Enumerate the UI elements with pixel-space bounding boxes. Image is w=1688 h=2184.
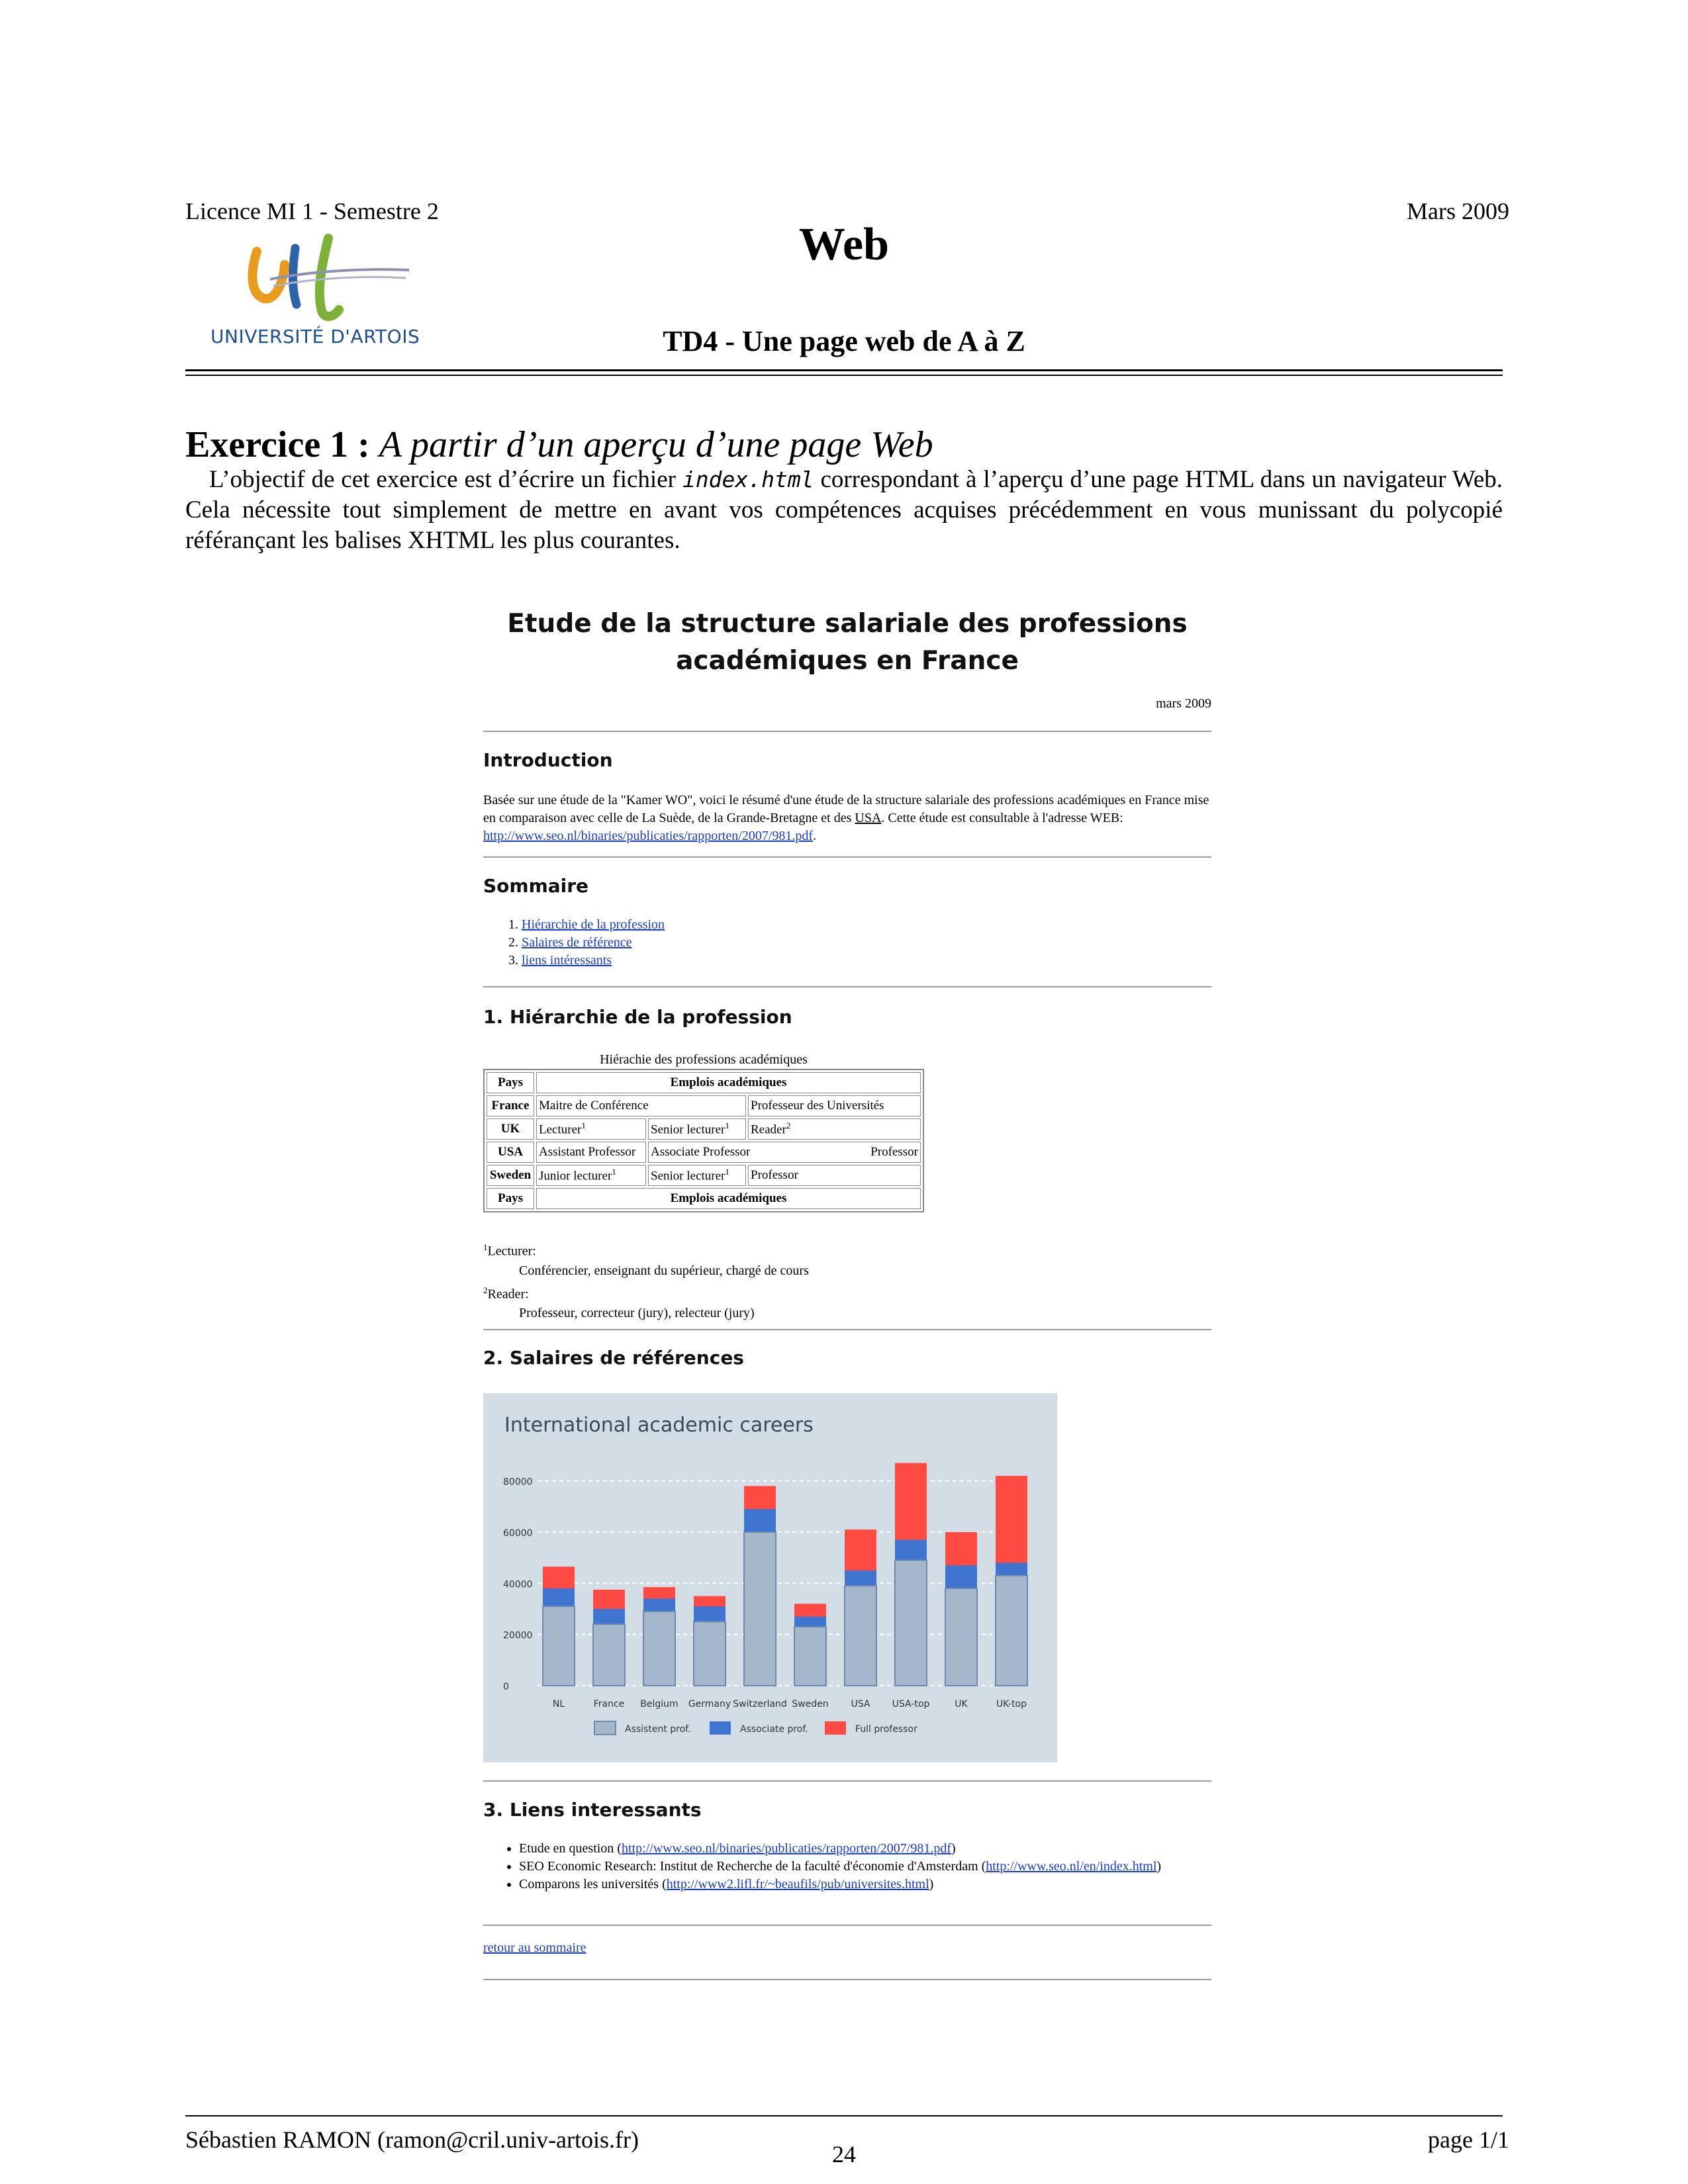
- logo-text: UNIVERSITÉ D'ARTOIS: [211, 326, 420, 347]
- footnote-ref: 1: [581, 1120, 586, 1131]
- intro-text-part: . Cette étude est consultable à l'adresse WEB:: [881, 811, 1123, 825]
- filename: index.html: [682, 467, 814, 492]
- exercise-body: [185, 465, 1503, 556]
- y-tick-label: 80000: [503, 1477, 533, 1488]
- footer-author: Sébastien RAMON (ramon@cril.univ-artois.fr): [185, 2126, 639, 2153]
- table-row: [487, 1165, 921, 1186]
- footnote-term: [483, 1281, 809, 1304]
- country-cell: UK: [487, 1118, 534, 1140]
- item-text: ): [929, 1877, 934, 1891]
- footer-cell: Emplois académiques: [536, 1188, 921, 1209]
- header-rule-thin: [185, 375, 1503, 376]
- cell-text: Senior lecturer: [651, 1169, 726, 1183]
- divider: [483, 1925, 1211, 1926]
- chart-title: International academic careers: [504, 1414, 814, 1437]
- legend-swatch: [825, 1721, 846, 1735]
- summary-link-hierarchy[interactable]: Hiérarchie de la profession: [522, 917, 665, 932]
- seo-link[interactable]: http://www.seo.nl/en/index.html: [986, 1859, 1157, 1874]
- study-link[interactable]: http://www.seo.nl/binaries/publicaties/rapporten/2007/981.pdf: [483, 829, 814, 843]
- bar-assistent-prof-: [593, 1624, 625, 1686]
- exercise-text-1: L’objectif de cet exercice est d’écrire un fichier: [209, 466, 682, 493]
- usa-abbr: USA: [855, 811, 882, 825]
- section1-heading: 1. Hiérarchie de la profession: [483, 1006, 792, 1028]
- list-item: [519, 1858, 1247, 1876]
- divider: [483, 1329, 1211, 1330]
- bar-assistent-prof-: [543, 1606, 575, 1686]
- x-tick-label: NL: [552, 1699, 565, 1709]
- hierarchy-table: [483, 1069, 924, 1212]
- webpage-preview: [483, 596, 1211, 1992]
- y-tick-label: 40000: [503, 1579, 533, 1590]
- country-cell: USA: [487, 1142, 534, 1163]
- footnote-mark: 1: [483, 1242, 488, 1252]
- divider: [483, 1780, 1211, 1782]
- divider: [483, 731, 1211, 732]
- exercise-title: A partir d’un aperçu d’une page Web: [379, 424, 933, 465]
- table-cell: Maitre de Conférence: [536, 1095, 746, 1116]
- footnote-ref: 1: [725, 1120, 729, 1131]
- list-item: [519, 1876, 1247, 1893]
- usa-row-content: [651, 1145, 918, 1160]
- footnotes: [483, 1238, 809, 1323]
- preview-date: mars 2009: [1156, 696, 1211, 711]
- footer-page: page 1/1: [1428, 2126, 1509, 2153]
- preview-title-line1: Etude de la structure salariale des professions: [507, 609, 1188, 639]
- page-title: Web: [798, 219, 890, 270]
- country-cell: France: [487, 1095, 534, 1116]
- intro-text-part: Basée sur une étude de la "Kamer WO", voici le résumé d'une étude de la structure salariale des professions académiques en France mise en comparaison avec celle de La Suède, de la Grande-Bretagne et des: [483, 793, 1209, 825]
- table-cell: [536, 1118, 646, 1140]
- table-cell: [536, 1165, 646, 1186]
- x-tick-label: Belgium: [640, 1699, 679, 1709]
- bar-assistent-prof-: [945, 1588, 977, 1686]
- study-link[interactable]: http://www.seo.nl/binaries/publicaties/rapporten/2007/981.pdf: [621, 1841, 952, 1856]
- x-tick-label: USA-top: [892, 1699, 930, 1709]
- x-tick-label: Sweden: [792, 1699, 829, 1709]
- footer-rule: [185, 2115, 1503, 2116]
- preview-title: [483, 606, 1211, 680]
- summary-item: [522, 934, 665, 952]
- salary-chart: [483, 1393, 1057, 1762]
- legend-swatch: [594, 1721, 616, 1735]
- bar-assistent-prof-: [794, 1627, 826, 1686]
- course-label: Licence MI 1 - Semestre 2: [185, 198, 439, 224]
- x-tick-label: France: [593, 1699, 625, 1709]
- footnote-ref: 2: [786, 1120, 791, 1131]
- section2-heading: 2. Salaires de références: [483, 1347, 744, 1369]
- divider: [483, 1979, 1211, 1980]
- back-link-wrap: [483, 1939, 1211, 1957]
- intro-heading: Introduction: [483, 749, 613, 771]
- table-row: [487, 1188, 921, 1209]
- table-row: [487, 1118, 921, 1140]
- footnote-def: Conférencier, enseignant du supérieur, chargé de cours: [519, 1263, 809, 1278]
- divider: [483, 856, 1211, 858]
- footnote-term-text: Reader:: [487, 1287, 529, 1302]
- summary-item: [522, 952, 665, 970]
- summary-link-salaries[interactable]: Salaires de référence: [522, 935, 632, 950]
- country-cell: Sweden: [487, 1165, 534, 1186]
- item-text: SEO Economic Research: Institut de Recherche de la faculté d'économie d'Amsterdam (: [519, 1859, 986, 1874]
- links-list: [483, 1840, 1247, 1893]
- exercise-text-2: correspondant à l’aperçu d’une page HTML dans un navigateur Web. Cela nécessite tout simplement de mettre en avant vos compétences acquises précédemment en vous munissant du polycopié référançant les balises XHTML les plus courantes.: [185, 466, 1503, 554]
- y-tick-label: 60000: [503, 1528, 533, 1539]
- table-cell: Professor: [748, 1165, 921, 1186]
- footnote-mark: 2: [483, 1285, 488, 1295]
- bar-assistent-prof-: [845, 1586, 876, 1686]
- x-tick-label: Switzerland: [733, 1699, 787, 1709]
- table-cell: [748, 1118, 921, 1140]
- table-row: [487, 1072, 921, 1093]
- chart-svg: [483, 1393, 1057, 1762]
- bar-assistent-prof-: [694, 1621, 726, 1686]
- table-cell: [648, 1142, 921, 1163]
- bar-assistent-prof-: [643, 1612, 675, 1686]
- item-text: Etude en question (: [519, 1841, 622, 1856]
- item-text: ): [951, 1841, 956, 1856]
- x-tick-label: UK-top: [996, 1699, 1027, 1709]
- header-rule: [185, 369, 1503, 371]
- y-tick-label: 20000: [503, 1630, 533, 1641]
- back-to-summary-link[interactable]: retour au sommaire: [483, 1940, 586, 1955]
- preview-title-line2: académiques en France: [676, 646, 1019, 676]
- summary-heading: Sommaire: [483, 875, 589, 897]
- item-text: Comparons les universités (: [519, 1877, 667, 1891]
- x-tick-label: USA: [851, 1699, 870, 1709]
- bar-assistent-prof-: [895, 1561, 927, 1686]
- cell-text: Reader: [751, 1122, 786, 1137]
- cell-text: Professor: [870, 1145, 918, 1159]
- legend-label: Full professor: [855, 1724, 917, 1735]
- table-row: [487, 1095, 921, 1116]
- header-date: Mars 2009: [1407, 198, 1509, 224]
- summary-link-links[interactable]: liens intéressants: [522, 953, 612, 968]
- intro-text-part: .: [813, 829, 817, 843]
- footnote-ref: 1: [725, 1167, 729, 1177]
- list-item: [519, 1840, 1247, 1858]
- exercise-label: Exercice 1 :: [185, 424, 370, 465]
- footnote-term-text: Lecturer:: [487, 1244, 536, 1259]
- table-row: [487, 1142, 921, 1163]
- footnote-term: [483, 1238, 809, 1261]
- table-cell: [648, 1118, 746, 1140]
- item-text: ): [1156, 1859, 1162, 1874]
- divider: [483, 986, 1211, 987]
- y-tick-label: 0: [503, 1682, 509, 1692]
- bar-assistent-prof-: [996, 1576, 1027, 1686]
- universities-link[interactable]: http://www2.lifl.fr/~beaufils/pub/universites.html: [666, 1877, 929, 1891]
- footnote-def: Professeur, correcteur (jury), relecteur (jury): [519, 1306, 755, 1321]
- header-cell: Emplois académiques: [536, 1072, 921, 1093]
- table-cell: Assistant Professor: [536, 1142, 646, 1163]
- page-subtitle: TD4 - Une page web de A à Z: [663, 325, 1025, 357]
- legend-label: Assistent prof.: [625, 1724, 691, 1735]
- table-cell: [648, 1165, 746, 1186]
- cell-text: Senior lecturer: [651, 1122, 726, 1137]
- legend-swatch: [710, 1721, 731, 1735]
- bar-assistent-prof-: [744, 1532, 776, 1686]
- footer-cell: Pays: [487, 1188, 534, 1209]
- cell-text: Junior lecturer: [539, 1169, 612, 1183]
- table-cell: Professeur des Universités: [748, 1095, 921, 1116]
- exercise-heading: [185, 424, 933, 466]
- footer-page-number: 24: [832, 2141, 856, 2167]
- section3-heading: 3. Liens interessants: [483, 1799, 702, 1821]
- x-tick-label: UK: [955, 1699, 968, 1709]
- cell-text: Associate Professor: [651, 1145, 751, 1159]
- intro-text: [483, 792, 1211, 845]
- x-tick-label: Germany: [688, 1699, 731, 1709]
- table-caption: Hiérachie des professions académiques: [600, 1052, 808, 1067]
- cell-text: Lecturer: [539, 1122, 582, 1137]
- summary-list: [483, 916, 665, 970]
- summary-item: [522, 916, 665, 934]
- footnote-ref: 1: [612, 1167, 616, 1177]
- header-cell: Pays: [487, 1072, 534, 1093]
- legend-label: Associate prof.: [740, 1724, 808, 1735]
